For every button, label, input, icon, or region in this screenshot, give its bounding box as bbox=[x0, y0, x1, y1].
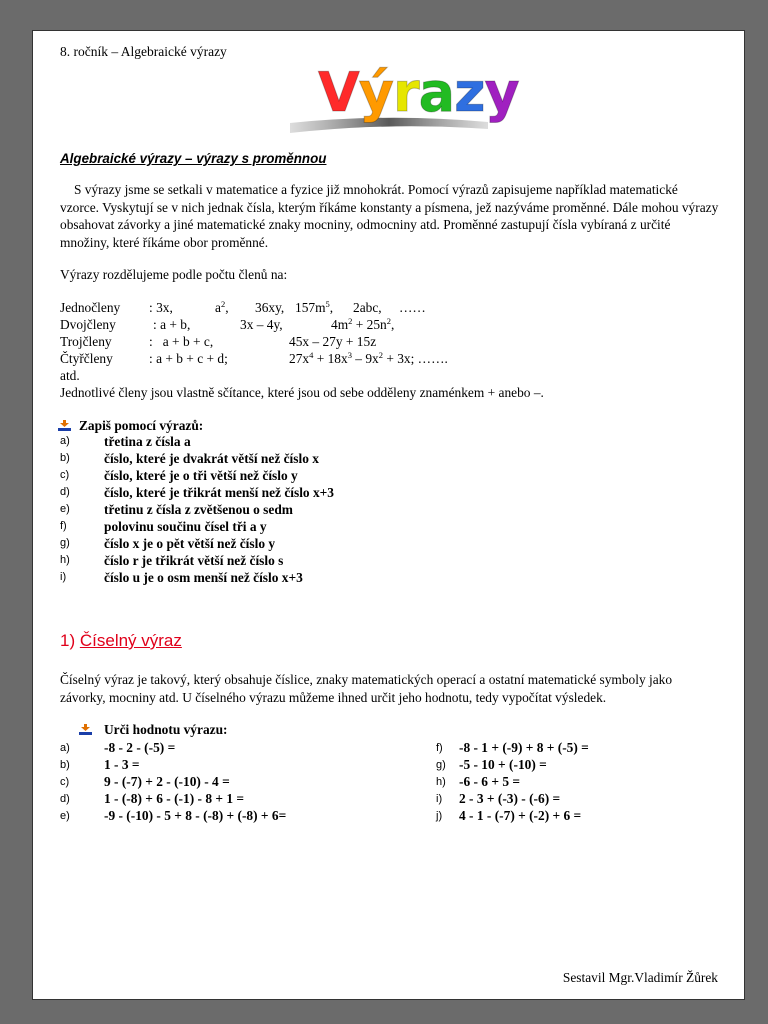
task2-item-text: 1 - 3 = bbox=[104, 757, 140, 772]
logo-letter: y bbox=[484, 61, 519, 124]
task2-item-label: a) bbox=[60, 742, 70, 754]
type-binomial-label: Dvojčleny bbox=[60, 317, 116, 332]
page-header: 8. ročník – Algebraické výrazy bbox=[60, 44, 227, 59]
task1-item-text: třetina z čísla a bbox=[104, 434, 191, 449]
task1-item-label: h) bbox=[60, 554, 70, 566]
type-trinomial-e1: : a + b + c, bbox=[149, 334, 214, 349]
type-monomial-e2: $a^2$, bbox=[215, 299, 229, 315]
type-binomial-e1: : a + b, bbox=[153, 317, 191, 332]
task1-item-text: číslo r je třikrát větší než číslo s bbox=[104, 553, 284, 568]
task1-item-label: g) bbox=[60, 537, 70, 549]
task2-item-label: d) bbox=[60, 793, 70, 805]
task2-item-label: e) bbox=[60, 810, 70, 822]
task2-item-text: -8 - 1 + (-9) + 8 + (-5) = bbox=[459, 740, 589, 755]
type-quadrinomial-e2: $27x^4 + 18x^3 - 9x^2 + 3x$; ……. bbox=[289, 350, 448, 366]
task2-item-label: c) bbox=[60, 776, 70, 788]
logo-letter: ý bbox=[358, 61, 393, 124]
pointer-bullet-icon bbox=[79, 724, 92, 736]
task2-item-label: b) bbox=[60, 759, 70, 771]
task2-item-label: j) bbox=[436, 810, 443, 822]
type-trinomial-e2: 45x – 27y + 15z bbox=[289, 334, 377, 349]
task1-title: Zapiš pomocí výrazů: bbox=[79, 418, 204, 433]
task2-item-label: g) bbox=[436, 759, 446, 771]
type-trinomial-label: Trojčleny bbox=[60, 334, 112, 349]
intro-paragraph: S výrazy jsme se setkali v matematice a fyzice již mnohokrát. Pomocí výrazů zapisujeme například matematické vzorce. Vyskytují se v nich jednak čísla, kterým říkáme konstanty a písmena, jež nazýváme proměnné. Dále mohou výrazy obsahovat závorky a jiné matematické znaky mocniny, odmocniny atd. Proměnné zastupují čísla vybíraná z určité množiny, které říkáme obor proměnné. bbox=[60, 182, 719, 250]
type-binomial-e2: 3x – 4y, bbox=[240, 317, 283, 332]
types-etc: atd. bbox=[60, 368, 80, 383]
task2-item-text: -8 - 2 - (-5) = bbox=[104, 740, 176, 755]
task2-title: Urči hodnotu výrazu: bbox=[104, 722, 228, 737]
type-monomial-e5: 2abc, bbox=[353, 300, 382, 315]
division-line: Výrazy rozdělujeme podle počtu členů na: bbox=[60, 267, 288, 282]
logo-word bbox=[318, 61, 519, 125]
section1-paragraph: Číselný výraz je takový, který obsahuje číslice, znaky matematických operací a ostatní matematické symboly jako závorky, mocniny atd. U číselného výrazu můžeme ihned určit jeho hodnotu, tedy vypočítat výsledek. bbox=[60, 672, 673, 705]
task2-item-label: i) bbox=[436, 793, 443, 805]
type-quadrinomial-label: Čtyřčleny bbox=[60, 351, 113, 366]
task2-item-text: 4 - 1 - (-7) + (-2) + 6 = bbox=[459, 808, 582, 823]
task1-item-label: i) bbox=[60, 571, 67, 583]
document-page bbox=[32, 30, 745, 1000]
task1-item-text: číslo, které je o tři větší než číslo y bbox=[104, 468, 298, 483]
task2-item-text: -6 - 6 + 5 = bbox=[459, 774, 521, 789]
type-binomial-e3: $4m^2 + 25n^2$, bbox=[331, 316, 395, 332]
task2-item-label: f) bbox=[436, 742, 443, 754]
task2-item-text: -9 - (-10) - 5 + 8 - (-8) + (-8) + 6= bbox=[104, 808, 287, 823]
task1-item-label: d) bbox=[60, 486, 70, 498]
type-quadrinomial-e1: : a + b + c + d; bbox=[149, 351, 228, 366]
task1-item-label: e) bbox=[60, 503, 70, 515]
logo-letter: V bbox=[318, 61, 359, 124]
logo-letter: a bbox=[418, 61, 455, 124]
task1-item-text: třetinu z čísla z zvětšenou o sedm bbox=[104, 502, 293, 517]
members-note: Jednotlivé členy jsou vlastně sčítance, které jsou od sebe odděleny znaménkem + anebo –. bbox=[60, 385, 544, 400]
task2-item-text: -5 - 10 + (-10) = bbox=[459, 757, 547, 772]
task2-item-text: 9 - (-7) + 2 - (-10) - 4 = bbox=[104, 774, 230, 789]
type-monomial-e6: …… bbox=[399, 300, 426, 315]
task2-item-text: 1 - (-8) + 6 - (-1) - 8 + 1 = bbox=[104, 791, 245, 806]
logo-letter: r bbox=[393, 61, 419, 124]
task1-item-text: polovinu součinu čísel tři a y bbox=[104, 519, 267, 534]
section-heading-ciselny-vyraz: 1) Číselný výraz bbox=[60, 631, 182, 650]
logo-vyrazy bbox=[288, 61, 519, 146]
task1-item-text: číslo u je o osm menší než číslo x+3 bbox=[104, 570, 303, 585]
type-monomial-e3: 36xy, bbox=[255, 300, 285, 315]
type-monomial-e4: $157m^5$, bbox=[295, 299, 334, 315]
task1-item-label: f) bbox=[60, 520, 67, 532]
task1-item-text: číslo, které je třikrát menší než číslo x+3 bbox=[104, 485, 335, 500]
type-monomial-e1: : 3x, bbox=[149, 300, 173, 315]
task2-item-label: h) bbox=[436, 776, 446, 788]
task1-item-label: c) bbox=[60, 469, 70, 481]
logo-letter: z bbox=[454, 61, 485, 124]
task1-item-text: číslo, které je dvakrát větší než číslo x bbox=[104, 451, 319, 466]
task1-item-label: a) bbox=[60, 435, 70, 447]
task2-item-text: 2 - 3 + (-3) - (-6) = bbox=[459, 791, 561, 806]
pointer-bullet-icon bbox=[58, 420, 71, 432]
task1-item-text: číslo x je o pět větší než číslo y bbox=[104, 536, 276, 551]
task1-item-label: b) bbox=[60, 452, 70, 464]
page-footer-author: Sestavil Mgr.Vladimír Žůrek bbox=[562, 970, 718, 985]
section-subtitle: Algebraické výrazy – výrazy s proměnnou bbox=[60, 151, 327, 166]
type-monomial-label: Jednočleny bbox=[60, 300, 121, 315]
